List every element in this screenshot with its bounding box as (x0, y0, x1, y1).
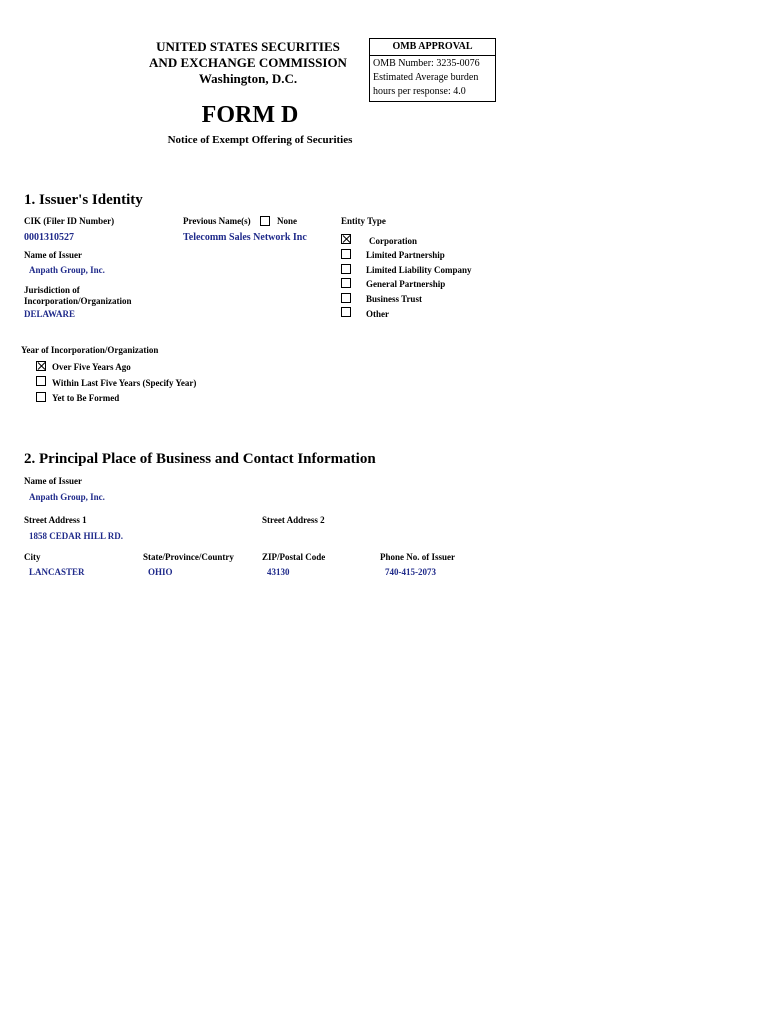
previous-names-none-label: None (277, 216, 297, 226)
zip-value: 43130 (267, 567, 290, 577)
entity-type-llc-label: Limited Liability Company (366, 265, 472, 275)
state-value: OHIO (148, 567, 173, 577)
year-within-five-years-checkbox[interactable] (36, 376, 46, 386)
entity-type-general-partnership-checkbox[interactable] (341, 278, 351, 288)
issuer-name-value: Anpath Group, Inc. (29, 265, 105, 275)
previous-names-none-checkbox[interactable] (260, 216, 270, 226)
cik-label: CIK (Filer ID Number) (24, 216, 115, 226)
zip-label: ZIP/Postal Code (262, 552, 326, 562)
previous-name-value: Telecomm Sales Network Inc (183, 232, 307, 243)
form-title: FORM D (201, 102, 299, 128)
section-1-title: 1. Issuer's Identity (24, 192, 143, 208)
entity-type-corporation-checkbox[interactable] (341, 234, 351, 244)
street-address-1-value: 1858 CEDAR HILL RD. (29, 531, 124, 541)
contact-issuer-name-value: Anpath Group, Inc. (29, 492, 105, 502)
year-of-incorporation-label: Year of Incorporation/Organization (21, 345, 159, 355)
street-address-1-label: Street Address 1 (24, 515, 87, 525)
entity-type-llc-checkbox[interactable] (341, 264, 351, 274)
previous-names-label: Previous Name(s) (183, 216, 251, 226)
street-address-2-label: Street Address 2 (262, 515, 325, 525)
city-label: City (24, 552, 41, 562)
entity-type-label: Entity Type (341, 216, 386, 226)
entity-type-other-checkbox[interactable] (341, 307, 351, 317)
year-yet-to-be-formed-checkbox[interactable] (36, 392, 46, 402)
contact-issuer-name-label: Name of Issuer (24, 476, 82, 486)
omb-approval-title: OMB APPROVAL (370, 39, 495, 56)
phone-value: 740-415-2073 (385, 567, 436, 577)
agency-line-2: AND EXCHANGE COMMISSION (149, 55, 347, 70)
entity-type-limited-partnership-label: Limited Partnership (366, 250, 445, 260)
jurisdiction-label-line-2: Incorporation/Organization (24, 296, 132, 306)
agency-line-1: UNITED STATES SECURITIES (156, 39, 340, 54)
jurisdiction-label-line-1: Jurisdiction of (24, 285, 80, 295)
section-2-title: 2. Principal Place of Business and Contact Information (24, 451, 376, 467)
entity-type-corporation-label: Corporation (369, 236, 417, 246)
year-yet-to-be-formed-label: Yet to Be Formed (52, 393, 120, 403)
omb-approval-box (369, 38, 496, 102)
entity-type-business-trust-checkbox[interactable] (341, 293, 351, 303)
entity-type-general-partnership-label: General Partnership (366, 279, 446, 289)
city-value: LANCASTER (29, 567, 85, 577)
jurisdiction-value: DELAWARE (24, 309, 76, 319)
entity-type-limited-partnership-checkbox[interactable] (341, 249, 351, 259)
state-label: State/Province/Country (143, 552, 234, 562)
year-over-five-years-checkbox[interactable] (36, 361, 46, 371)
agency-location: Washington, D.C. (198, 71, 298, 86)
cik-value: 0001310527 (24, 232, 74, 243)
year-over-five-years-label: Over Five Years Ago (52, 362, 131, 372)
omb-burden-line-2: hours per response: 4.0 (373, 86, 466, 97)
omb-burden-line-1: Estimated Average burden (373, 72, 479, 83)
form-subtitle: Notice of Exempt Offering of Securities (167, 134, 353, 146)
entity-type-other-label: Other (366, 309, 389, 319)
omb-number: OMB Number: 3235-0076 (373, 58, 480, 69)
entity-type-business-trust-label: Business Trust (366, 294, 422, 304)
year-within-five-years-label: Within Last Five Years (Specify Year) (52, 378, 197, 388)
issuer-name-label: Name of Issuer (24, 250, 82, 260)
phone-label: Phone No. of Issuer (380, 552, 456, 562)
